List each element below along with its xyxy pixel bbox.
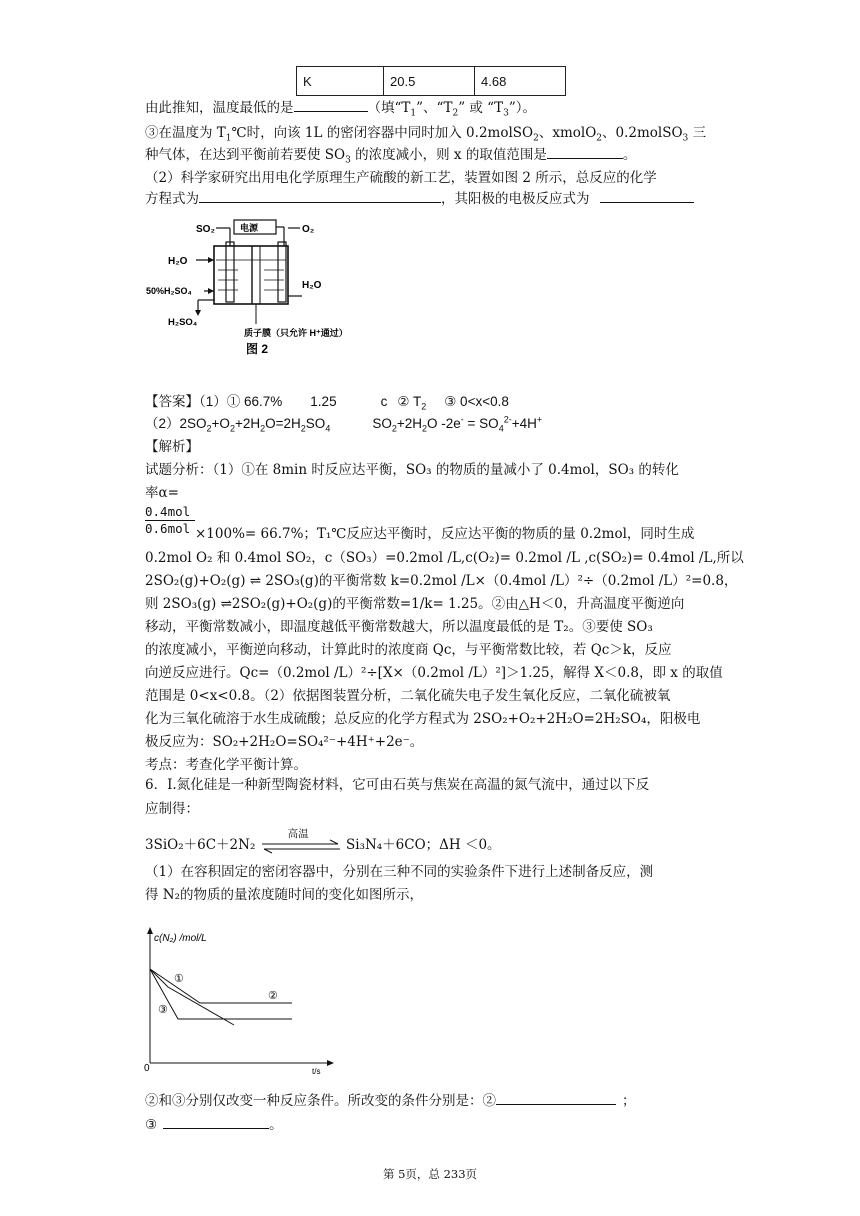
question-6-part1-line2: 得 N₂的物质的量浓度随时间的变化如图所示， [145, 887, 424, 903]
table-cell: K [297, 67, 384, 96]
equilibrium-constant-table [296, 66, 566, 96]
reversible-arrow [260, 827, 342, 855]
analysis-text: 化为三氧化硫溶于水生成硫酸；总反应的化学方程式为 2SO₂+O₂+2H₂O=2H₂SO₄，阳极电 [145, 711, 701, 727]
table-row [297, 67, 566, 96]
reaction-condition: 高温 [287, 827, 309, 840]
x-axis-label: t/s [312, 1067, 321, 1076]
analysis-text: 试题分析：（1）①在 8min 时反应达平衡，SO₃ 的物质的量减小了 0.4mol，SO₃ 的转化 [145, 462, 679, 478]
acid-label: 50%H₂SO₄ [146, 286, 192, 296]
h2o-out-label: H₂O [302, 280, 322, 291]
answer-blank-2[interactable] [496, 1092, 616, 1105]
analysis-text: 率α= [145, 485, 179, 501]
membrane-label: 质子膜（只允许 H⁺通过） [244, 328, 348, 338]
fraction-numerator: 0.4mol [145, 504, 195, 521]
analysis-text: 则 2SO₃(g) ⇌2SO₂(g)+O₂(g)的平衡常数=1/k= 1.25。②由△H＜0，升高温度平衡逆向 [145, 596, 685, 612]
right-electrode [278, 242, 286, 302]
reaction-equation [145, 827, 501, 855]
h2o-in-label: H₂O [168, 256, 188, 267]
fraction-denominator: 0.6mol [145, 521, 191, 536]
question-3-line2: 种气体，在达到平衡前若要使 $SO_3$ 的浓度减小，则 x 的取值范围是 。 [145, 147, 637, 166]
analysis-text: 向逆反应进行。Qc=（0.2mol /L）²÷[X×（0.2mol /L）²]＞1.25，解得 X＜0.8，即 x 的取值 [145, 665, 723, 681]
electrolysis-figure [146, 216, 368, 356]
left-electrode [226, 242, 234, 302]
question-6-line2: 应制得： [145, 801, 199, 817]
table-cell: 20.5 [384, 67, 475, 96]
question-6-blank-line1: ②和③分别仅改变一种反应条件。所改变的条件分别是：② ； [145, 1093, 636, 1109]
analysis-text: 0.2mol O₂ 和 0.4mol SO₂，c（SO₃）=0.2mol /L,c(O₂)= 0.2mol /L ,c(SO₂)= 0.4mol /L,所以 [145, 550, 744, 566]
equation-rhs: Si₃N₄＋6CO；ΔH ＜0。 [345, 837, 501, 853]
analysis-text: 极反应为：SO₂+2H₂O=SO₄²⁻+4H⁺+2e⁻。 [145, 734, 424, 750]
origin-label: 0 [144, 1063, 150, 1074]
analysis-text: 移动，平衡常数减小，即温度越低平衡常数越大，所以温度最低的是 T₂。③要使 SO₃ [145, 619, 653, 635]
power-label: 电源 [240, 223, 259, 233]
part-2-line1: （2）科学家研究出用电化学原理生产硫酸的新工艺，装置如图 2 所示，总反应的化学 [145, 170, 657, 186]
so2-label: SO₂ [196, 224, 215, 235]
analysis-label: 【解析】 [145, 439, 199, 455]
analysis-text: 的浓度减小，平衡逆向移动，计算此时的浓度商 Qc，与平衡常数比较，若 Qc＞k，反应 [145, 642, 672, 658]
equation-lhs: 3SiO₂＋6C＋2N₂ [145, 837, 256, 853]
analysis-text: 2SO₂(g)+O₂(g) ⇌ 2SO₃(g)的平衡常数 k=0.2mol /L×（0.4mol /L）²÷（0.2mol /L）²=0.8， [145, 573, 738, 589]
page-footer: 第 5页，总 233页 [382, 1167, 478, 1181]
figure-caption: 图 2 [246, 342, 269, 356]
question-6-blank-line2: ③ 。 [145, 1117, 283, 1133]
o2-label: O₂ [302, 224, 315, 235]
kaodian-note: 考点：考查化学平衡计算。 [145, 757, 307, 773]
question-3-line1: ③在温度为 $T_1℃$时，向该 1L 的密闭容器中同时加入 0.2molSO$_2$、xmolO$_2$、0.2molSO$_3$ 三 [145, 125, 707, 144]
analysis-text: ×100%= 66.7%；T₁℃反应达平衡时，反应达平衡的物质的量 0.2mol，同时生成 [195, 526, 695, 542]
cell-container [214, 246, 288, 304]
product-label: H₂SO₄ [168, 317, 198, 328]
answer-line2: $(2)2SO_2+O_2+2H_2O=2H_2SO_4$ $SO_2+2H_2O$ $-2e^- = SO_4^{2-}+4H^+$ [145, 414, 543, 434]
concentration-time-chart [140, 925, 340, 1075]
answer-blank-3[interactable] [163, 1116, 269, 1129]
analysis-text: 范围是 0<x<0.8。（2）依据图装置分析，二氧化硫失电子发生氧化反应，二氧化硫被氧 [145, 688, 671, 704]
question-6-line1: 6．Ⅰ.氮化硅是一种新型陶瓷材料，它可由石英与焦炭在高温的氮气流中，通过以下反 [145, 777, 650, 793]
series-label: ① [174, 973, 184, 985]
fraction [145, 504, 195, 537]
equilibrium-arrow-icon [260, 840, 342, 854]
question-lowest-temp: 由此推知，温度最低的是 （填“$T_1$”、“$T_2$” 或 “$T_3$”）。 [145, 100, 536, 119]
series-label: ③ [158, 1004, 168, 1016]
answer-line1: 【答案】（1）① 66.7% 1.25 c ② $T_2$ ③ 0<x<0.8 [145, 394, 509, 412]
part-2-line2: 方程式为 ，其阳极的电极反应式为 [145, 190, 694, 208]
table-cell: 4.68 [475, 67, 566, 96]
question-6-part1-line1: （1）在容积固定的密闭容器中，分别在三种不同的实验条件下进行上述制备反应，测 [145, 864, 654, 880]
series-label: ② [268, 990, 278, 1002]
y-axis-label: c(N₂) /mol/L [154, 933, 207, 944]
